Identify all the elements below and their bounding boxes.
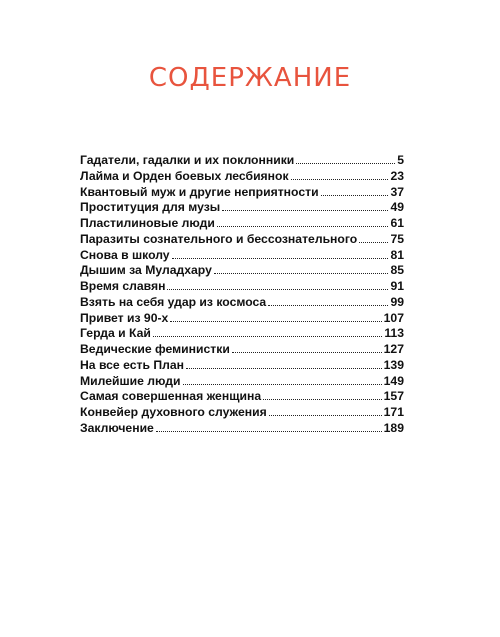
toc-entry-page: 5 [397, 153, 404, 167]
toc-entry [80, 405, 404, 421]
toc-entry-page: 149 [383, 373, 404, 388]
toc-entry-page: 171 [383, 405, 404, 419]
toc-entry-title: Герда и Кай [80, 326, 151, 341]
toc-entry-title: Заключение [80, 420, 154, 435]
toc-entry-page: 85 [390, 263, 404, 278]
toc-entry-title: Пластилиновые люди [80, 216, 215, 230]
dot-leader [232, 351, 382, 353]
toc-entry-title: Дышим за Муладхару [80, 263, 212, 278]
toc-entry-title: Паразиты сознательного и бессознательного [80, 231, 358, 246]
page-title: СОДЕРЖАНИЕ [148, 63, 352, 93]
toc-entry-title: Ведические феминистки [80, 342, 230, 356]
dot-leader [269, 414, 382, 416]
toc-entry-page: 99 [390, 294, 404, 309]
dot-leader [156, 430, 382, 432]
toc-entry [80, 326, 404, 342]
toc-entry [80, 279, 404, 295]
toc-entry-title: Милейшие люди [80, 373, 181, 388]
toc-entry [80, 311, 404, 327]
toc-entry-title: Взять на себя удар из космоса [80, 294, 267, 309]
toc-entry-page: 157 [383, 389, 404, 404]
toc-entry-title: Снова в школу [80, 247, 170, 262]
toc-entry-title: На все есть План [80, 357, 184, 372]
toc-entry [80, 421, 404, 437]
dot-leader [222, 209, 388, 211]
toc-entry-title: Лайма и Орден боевых лесбиянок [80, 168, 289, 183]
toc-entry [80, 374, 404, 390]
dot-leader [217, 225, 389, 227]
toc-entry-page: 113 [384, 326, 404, 341]
toc-entry [80, 295, 404, 311]
toc-entry-page: 107 [383, 310, 404, 325]
dot-leader [296, 162, 395, 164]
toc-entry-page: 81 [390, 247, 404, 262]
toc-entry-title: Время славян [80, 279, 166, 293]
toc-entry [80, 232, 404, 248]
toc-entry-page: 49 [390, 200, 404, 215]
dot-leader [186, 367, 382, 369]
toc-entry-title: Гадатели, гадалки и их поклонники [80, 153, 295, 167]
toc-entry-page: 37 [390, 184, 404, 199]
dot-leader [263, 398, 382, 400]
dot-leader [291, 178, 389, 180]
toc-entry [80, 342, 404, 358]
toc-entry-title: Квантовый муж и другие неприятности [80, 184, 319, 199]
toc-entry-title: Привет из 90-х [80, 310, 169, 325]
toc-entry-page: 127 [383, 342, 404, 356]
dot-leader [183, 383, 382, 385]
toc-entry [80, 185, 404, 201]
toc-entry [80, 389, 404, 405]
toc-entry [80, 153, 404, 169]
toc-entry-title: Проституция для музы [80, 200, 221, 215]
toc-entry-title: Самая совершенная женщина [80, 389, 262, 404]
dot-leader [321, 194, 389, 196]
toc-entry [80, 358, 404, 374]
toc-entry [80, 216, 404, 232]
toc-entry-page: 189 [383, 420, 404, 435]
toc-entry-page: 61 [390, 216, 404, 230]
dot-leader [268, 304, 388, 306]
toc-entry [80, 248, 404, 264]
toc-entry-page: 91 [390, 279, 404, 293]
table-of-contents [80, 153, 404, 437]
toc-entry-page: 139 [383, 357, 404, 372]
toc-entry [80, 169, 404, 185]
toc-entry-page: 23 [390, 168, 404, 183]
dot-leader [359, 241, 388, 243]
toc-entry [80, 263, 404, 279]
toc-entry [80, 200, 404, 216]
dot-leader [170, 320, 381, 322]
dot-leader [214, 272, 389, 274]
toc-entry-page: 75 [390, 231, 404, 246]
dot-leader [167, 288, 388, 290]
dot-leader [153, 335, 382, 337]
toc-entry-title: Конвейер духовного служения [80, 405, 267, 419]
dot-leader [172, 257, 389, 259]
